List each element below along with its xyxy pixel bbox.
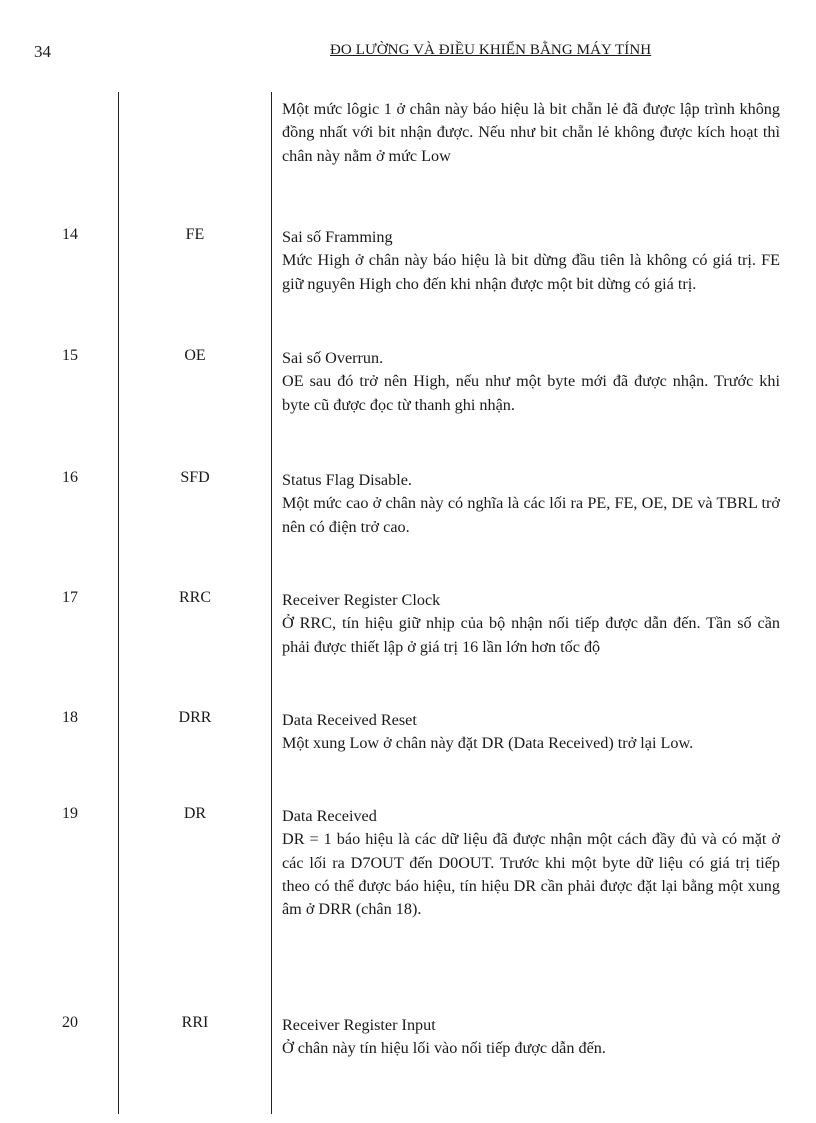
pin-description: [282, 98, 780, 168]
table-divider-left: [118, 92, 119, 1114]
pin-number: 15: [62, 347, 78, 364]
description-title: Receiver Register Input: [282, 1016, 436, 1034]
pin-name: FE: [185, 226, 205, 243]
pin-name: SFD: [180, 469, 210, 486]
pin-name: DRR: [178, 709, 212, 726]
pin-description: [282, 1014, 780, 1061]
pin-description: [282, 805, 780, 921]
description-text: Mức High ở chân này báo hiệu là bit dừng đầu tiên là không có giá trị. FE giữ nguyên High cho đến khi nhận được một bit dừng có giá trị.: [282, 251, 780, 293]
description-title: Receiver Register Clock: [282, 591, 441, 609]
description-text: Ở RRC, tín hiệu giữ nhịp của bộ nhận nối tiếp được dẫn đến. Tần số cần phải được thiết lập ở giá trị 16 lần lớn hơn tốc độ: [282, 614, 780, 656]
description-title: Status Flag Disable.: [282, 471, 412, 489]
pin-name: DR: [183, 805, 207, 822]
pin-number: 17: [62, 589, 78, 606]
pin-name: RRI: [181, 1014, 209, 1031]
description-title: Sai số Framming: [282, 228, 393, 246]
pin-name: RRC: [178, 589, 211, 606]
pin-number: 14: [62, 226, 78, 243]
description-text: OE sau đó trở nên High, nếu như một byte mới đã được nhận. Trước khi byte cũ được đọc từ thanh ghi nhận.: [282, 372, 780, 414]
pin-number: 20: [62, 1014, 78, 1031]
pin-description: [282, 469, 780, 539]
pin-number: 18: [62, 709, 78, 726]
description-text: DR = 1 báo hiệu là các dữ liệu đã được nhận một cách đầy đủ và có mặt ở các lối ra D7OUT đến D0OUT. Trước khi một byte dữ liệu có giá trị tiếp theo có thể được báo hiệu, tín hiệu DR cần phải được đặt lại bằng một xung âm ở DRR (chân 18).: [282, 830, 780, 919]
pin-name: OE: [184, 347, 206, 364]
description-title: Sai số Overrun.: [282, 349, 384, 367]
pin-number: 19: [62, 805, 78, 822]
table-divider-right: [271, 92, 272, 1114]
pin-number: 16: [62, 469, 78, 486]
description-title: Data Received: [282, 807, 377, 825]
page-number: 34: [34, 42, 51, 61]
description-title: Data Received Reset: [282, 711, 417, 729]
description-text: Một mức cao ở chân này có nghĩa là các lối ra PE, FE, OE, DE và TBRL trở nên có điện trở cao.: [282, 494, 780, 536]
pin-description: [282, 226, 780, 296]
running-header: ĐO LƯỜNG VÀ ĐIỀU KHIỂN BẰNG MÁY TÍNH: [330, 42, 652, 58]
description-text: Một xung Low ở chân này đặt DR (Data Received) trở lại Low.: [282, 734, 694, 753]
pin-description: [282, 589, 780, 659]
pin-description: [282, 709, 780, 756]
description-text: Một mức lôgic 1 ở chân này báo hiệu là bit chẵn lẻ đã được lập trình không đồng nhất với bit nhận được. Nếu như bit chẵn lẻ không được kích hoạt thì chân này nằm ở mức Low: [282, 100, 780, 165]
pin-description: [282, 347, 780, 417]
description-text: Ở chân này tín hiệu lối vào nối tiếp được dẫn đến.: [282, 1039, 606, 1058]
